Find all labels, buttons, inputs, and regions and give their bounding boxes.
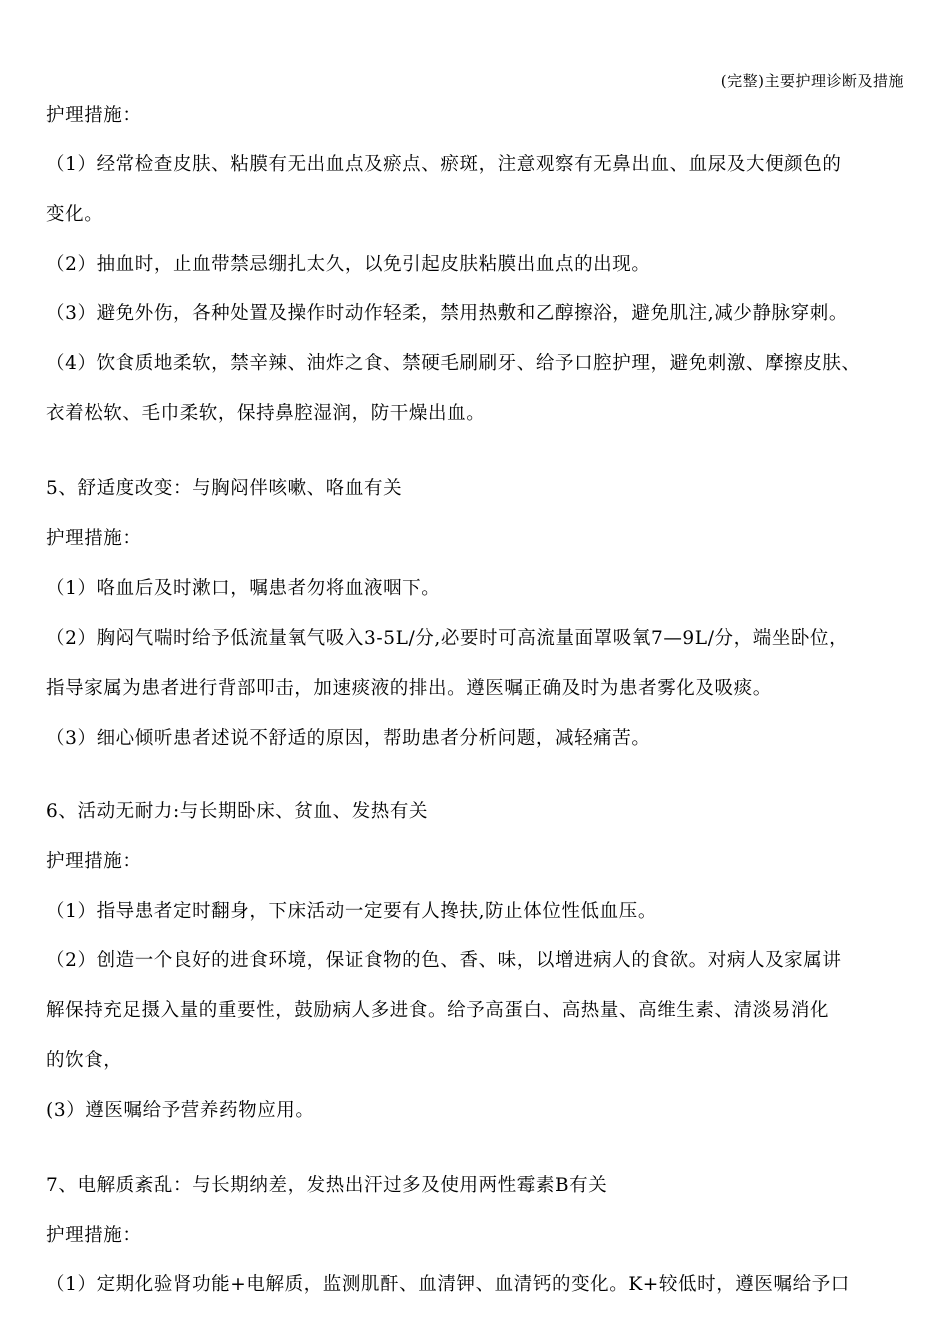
text-line: 护理措施： <box>46 851 142 872</box>
text-line: （4）饮食质地柔软，禁辛辣、油炸之食、禁硬毛刷刷牙、给予口腔护理，避免刺激、摩擦皮肤、 <box>46 353 861 374</box>
text-line: （2）创造一个良好的进食环境，保证食物的色、香、味，以增进病人的食欲。对病人及家属讲 <box>46 950 842 971</box>
text-line: （1）定期化验肾功能+电解质，监测肌酐、血清钾、血清钙的变化。K+较低时，遵医嘱给予口 <box>46 1274 850 1295</box>
section-heading: 5、舒适度改变：与胸闷伴咳嗽、咯血有关 <box>46 478 403 499</box>
text-line: （2）抽血时，止血带禁忌绷扎太久，以免引起皮肤粘膜出血点的出现。 <box>46 254 651 275</box>
text-line: (3）遵医嘱给予营养药物应用。 <box>46 1100 315 1121</box>
text-line: （2）胸闷气喘时给予低流量氧气吸入3-5L/分,必要时可高流量面罩吸氧7—9L/分，端坐卧位， <box>46 628 849 649</box>
document-header: (完整)主要护理诊断及措施 <box>720 72 904 90</box>
text-line: （3）避免外伤，各种处置及操作时动作轻柔，禁用热敷和乙醇擦浴，避免肌注,减少静脉穿刺。 <box>46 303 848 324</box>
text-line: 的饮食， <box>46 1050 123 1071</box>
text-line: 指导家属为患者进行背部叩击，加速痰液的排出。遵医嘱正确及时为患者雾化及吸痰。 <box>46 678 772 699</box>
text-line: 解保持充足摄入量的重要性，鼓励病人多进食。给予高蛋白、高热量、高维生素、清淡易消化 <box>46 1000 830 1021</box>
text-line: 护理措施： <box>46 1225 142 1246</box>
section-heading: 6、活动无耐力:与长期卧床、贫血、发热有关 <box>46 801 429 822</box>
text-line: （1）指导患者定时翻身，下床活动一定要有人搀扶,防止体位性低血压。 <box>46 901 657 922</box>
text-line: 衣着松软、毛巾柔软，保持鼻腔湿润，防干燥出血。 <box>46 403 486 424</box>
text-line: 护理措施： <box>46 528 142 549</box>
text-line: （3）细心倾听患者述说不舒适的原因，帮助患者分析问题，减轻痛苦。 <box>46 728 651 749</box>
text-line: 护理措施： <box>46 105 142 126</box>
text-line: （1）经常检查皮肤、粘膜有无出血点及瘀点、瘀斑，注意观察有无鼻出血、血尿及大便颜色的 <box>46 154 842 175</box>
text-line: （1）咯血后及时漱口，嘱患者勿将血液咽下。 <box>46 578 441 599</box>
section-heading: 7、电解质紊乱：与长期纳差，发热出汗过多及使用两性霉素B有关 <box>46 1175 608 1196</box>
text-line: 变化。 <box>46 204 104 225</box>
